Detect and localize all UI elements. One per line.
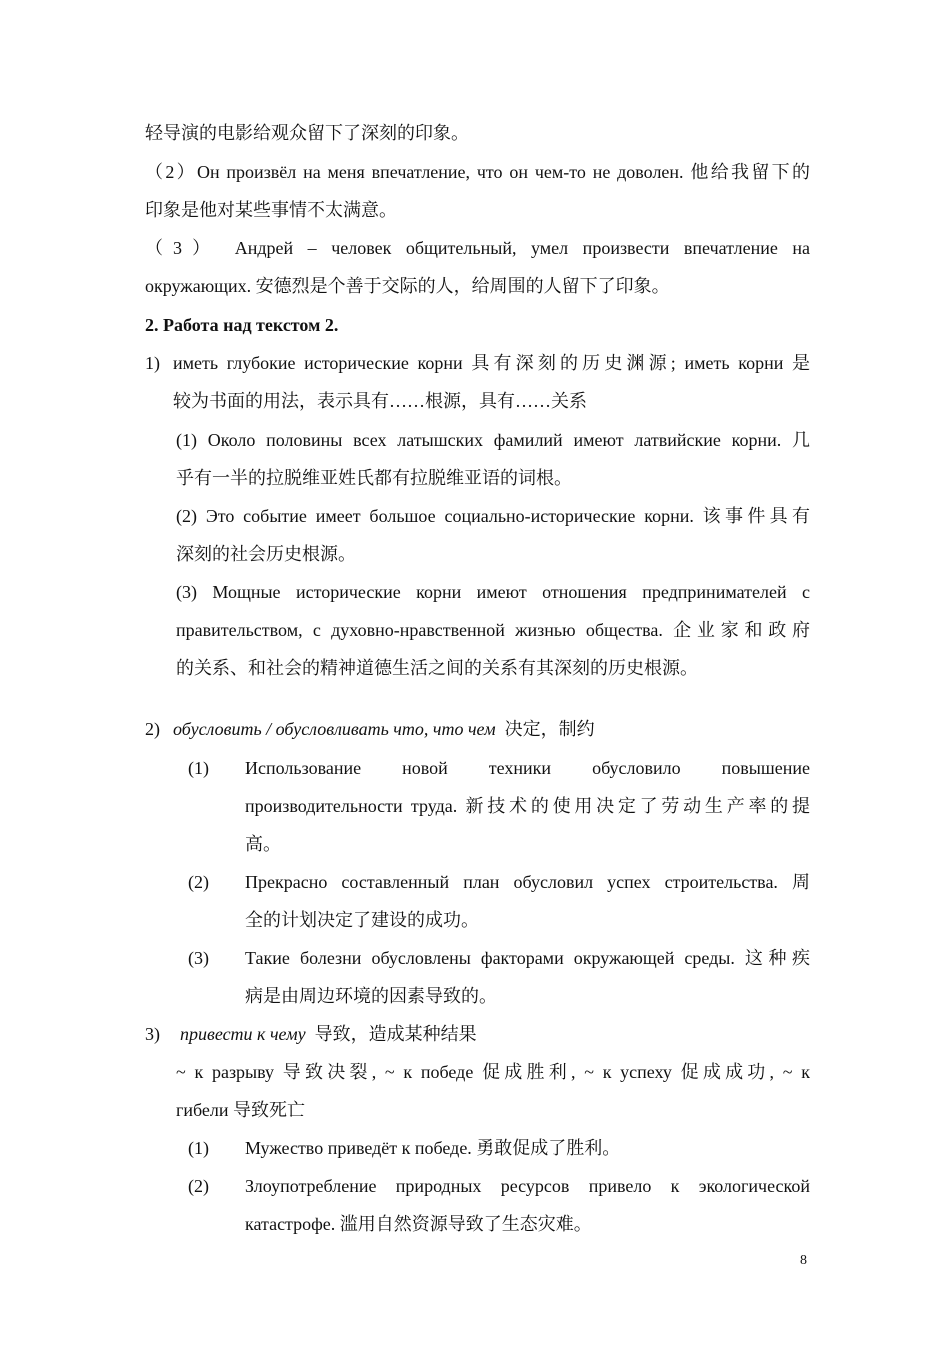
item-3-number: 3) [145, 1024, 160, 1044]
item-3-collocations-line-1: ~ к разрыву 导致决裂, ~ к победе 促成胜利, ~ к успеху 促成成功, ~ к [176, 1062, 810, 1082]
item-3-example-2-line-1: Злоупотребление природных ресурсов привело к экологической [245, 1176, 810, 1196]
item-1-example-2-line-1: (2) Это событие имеет большое социально-исторические корни. 该事件具有 [176, 506, 810, 526]
page-number: 8 [800, 1253, 807, 1268]
item-1-example-3-line-3: 的关系、和社会的精神道德生活之间的关系有其深刻的历史根源。 [176, 658, 698, 678]
item-1-example-1-line-2: 乎有一半的拉脱维亚姓氏都有拉脱维亚语的词根。 [176, 468, 572, 488]
intro-example-3-line-2: окружающих. 安德烈是个善于交际的人，给周围的人留下了印象。 [145, 276, 670, 296]
item-2-example-2-line-1: Прекрасно составленный план обусловил успех строительства. 周 [245, 872, 810, 892]
item-3-heading-translation: 导致，造成某种结果 [314, 1024, 477, 1044]
item-2-example-3-line-2: 病是由周边环境的因素导致的。 [245, 986, 497, 1006]
item-2-heading-translation: 决定，制约 [504, 719, 595, 739]
intro-line-1: 轻导演的电影给观众留下了深刻的印象。 [145, 123, 469, 143]
item-1-number: 1) [145, 353, 160, 373]
item-3-example-2-line-2: катастрофе. 滥用自然资源导致了生态灾难。 [245, 1214, 592, 1234]
item-2-example-1-number: (1) [188, 758, 209, 778]
intro-example-2-line-1: （2）Он произвёл на меня впечатление, что он чем-то не доволен. 他给我留下的 [145, 162, 810, 182]
intro-example-3-line-1: （3） Андрей – человек общительный, умел произвести впечатление на [145, 238, 810, 258]
item-2-example-1-line-3: 高。 [245, 834, 281, 854]
intro-example-2-line-2: 印象是他对某些事情不太满意。 [145, 200, 397, 220]
item-3-heading-term: привести к чему [180, 1024, 306, 1044]
item-3-heading [180, 1022, 477, 1046]
section-title: 2. Работа над текстом 2. [145, 315, 339, 335]
item-1-line-2: 较为书面的用法，表示具有……根源，具有……关系 [173, 391, 587, 411]
item-3-collocations-line-2: гибели 导致死亡 [176, 1100, 306, 1120]
item-2-example-3-number: (3) [188, 948, 209, 968]
item-1-example-2-line-2: 深刻的社会历史根源。 [176, 544, 356, 564]
item-3-example-2-number: (2) [188, 1176, 209, 1196]
item-2-example-1-line-1: Использование новой техники обусловило повышение [245, 758, 810, 778]
item-1-line-1: иметь глубокие исторические корни 具有深刻的历史渊源; иметь корни 是 [173, 353, 810, 373]
item-1-example-3-line-2: правительством, с духовно-нравственной жизнью общества. 企业家和政府 [176, 620, 810, 640]
item-2-number: 2) [145, 719, 160, 739]
item-1-example-1-line-1: (1) Около половины всех латышских фамилий имеют латвийские корни. 几 [176, 430, 810, 450]
item-1-example-3-line-1: (3) Мощные исторические корни имеют отношения предпринимателей с [176, 582, 810, 602]
item-2-example-1-line-2: производительности труда. 新技术的使用决定了劳动生产率的提 [245, 796, 810, 816]
item-3-example-1-number: (1) [188, 1138, 209, 1158]
item-2-example-3-line-1: Такие болезни обусловлены факторами окружающей среды. 这种疾 [245, 948, 810, 968]
item-2-example-2-line-2: 全的计划决定了建设的成功。 [245, 910, 479, 930]
item-2-example-2-number: (2) [188, 872, 209, 892]
item-2-heading-term: обусловить / обусловливать что, что чем [173, 719, 496, 739]
item-3-example-1-line-1: Мужество приведёт к победе. 勇敢促成了胜利。 [245, 1138, 621, 1158]
item-2-heading [173, 717, 595, 741]
